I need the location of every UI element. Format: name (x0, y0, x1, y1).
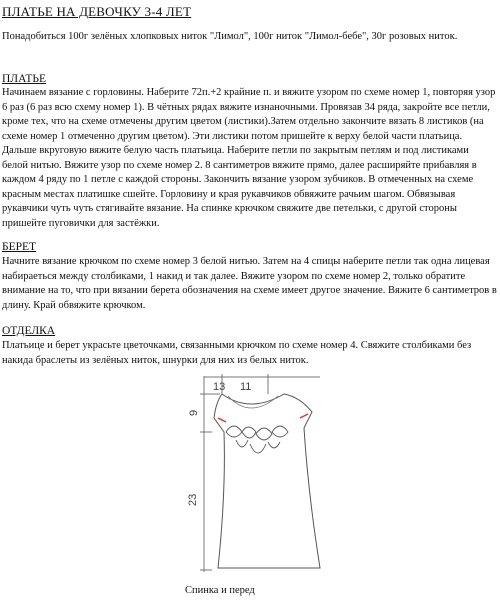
dress-outline (214, 394, 320, 568)
section-heading-beret: БЕРЕТ (2, 241, 37, 253)
section-text-dress: Начинаем вязание с горловины. Наберите 72п.+2 крайние п. и вяжите узором по схеме номер 1, повторяя узор 6 раз (6 раз всю схему номер 1). В чётных рядах вяжите изнаночными. Провязав 34 ряда, закройте все петли, кроме тех, что на схеме отмечены другим цветом (листики).Затем отдельно закончите вязать 8 листиков (на схеме номер 1 отмеченно другим цветом). Эти листики потом пришейте к верху белой части платьица. Дальше вкруговую вяжите белую часть платьица. Наберите петли по закрытым петлям и под листиками белой нитью. Вяжите узор по схеме номер 2. 8 сантиметров вяжите прямо, далее расширяйте прибавляя в каждом 4 ряду по 1 петле с каждой стороны. Закончить вязание узором зубчиков. В отмеченных на схеме красным местах платишке сшейте. Горловину и края рукавчиков обвяжите рачьим шагом. Обвязывая рукавчики чуть чуть стягивайте вязание. На спинке крючком свяжите две петельки, с другой стороны пришейте пуговички для застёжки. (2, 87, 496, 229)
seam-marker-left (218, 418, 226, 422)
label-13: 13 (213, 381, 226, 393)
dress-pattern-diagram (180, 372, 330, 577)
dress-pattern-svg (180, 372, 330, 577)
seam-marker-right (300, 414, 308, 418)
leaf-6 (250, 444, 266, 453)
leaf-3 (256, 428, 272, 440)
leaf-2 (242, 427, 256, 438)
diagram-caption: Спинка и перед (185, 585, 255, 596)
materials-text: Понадобиться 100г зелёных хлопковых ниток "Лимол", 100г ниток "Лимол-бебе", 30г розовых ниток. (2, 31, 458, 42)
section-text-beret: Начните вязание крючком по схеме номер 3 белой нитью. Затем на 4 спицы наберите петли так одна лицевая набираеться между столбиками, 1 накид и так далее. Вяжите узором по схеме номер 2, только обратите внимание на то, что при вязании берета обозначения на схеме имеет другое значение. Вяжите 6 сантиметров в длину. Край обвяжите крючком. (2, 256, 497, 311)
label-11: 11 (240, 381, 252, 393)
section-heading-dress: ПЛАТЬЕ (2, 73, 47, 85)
label-23: 23 (187, 493, 199, 506)
label-9: 9 (188, 409, 200, 416)
neckline (228, 396, 278, 408)
section-heading-finishing: ОТДЕЛКА (2, 325, 56, 337)
leaf-1 (226, 426, 242, 437)
section-text-finishing: Платьице и берет украсьте цветочками, связанными крючком по схеме номер 4. Свяжите столбиками без накида браслеты из зелёных ниток, шнурки для них из белых ниток. (2, 340, 472, 366)
leaf-4 (272, 426, 288, 437)
leaf-7 (268, 442, 280, 448)
page-title: ПЛАТЬЕ НА ДЕВОЧКУ 3-4 ЛЕТ (2, 4, 192, 19)
leaf-5 (236, 440, 248, 447)
